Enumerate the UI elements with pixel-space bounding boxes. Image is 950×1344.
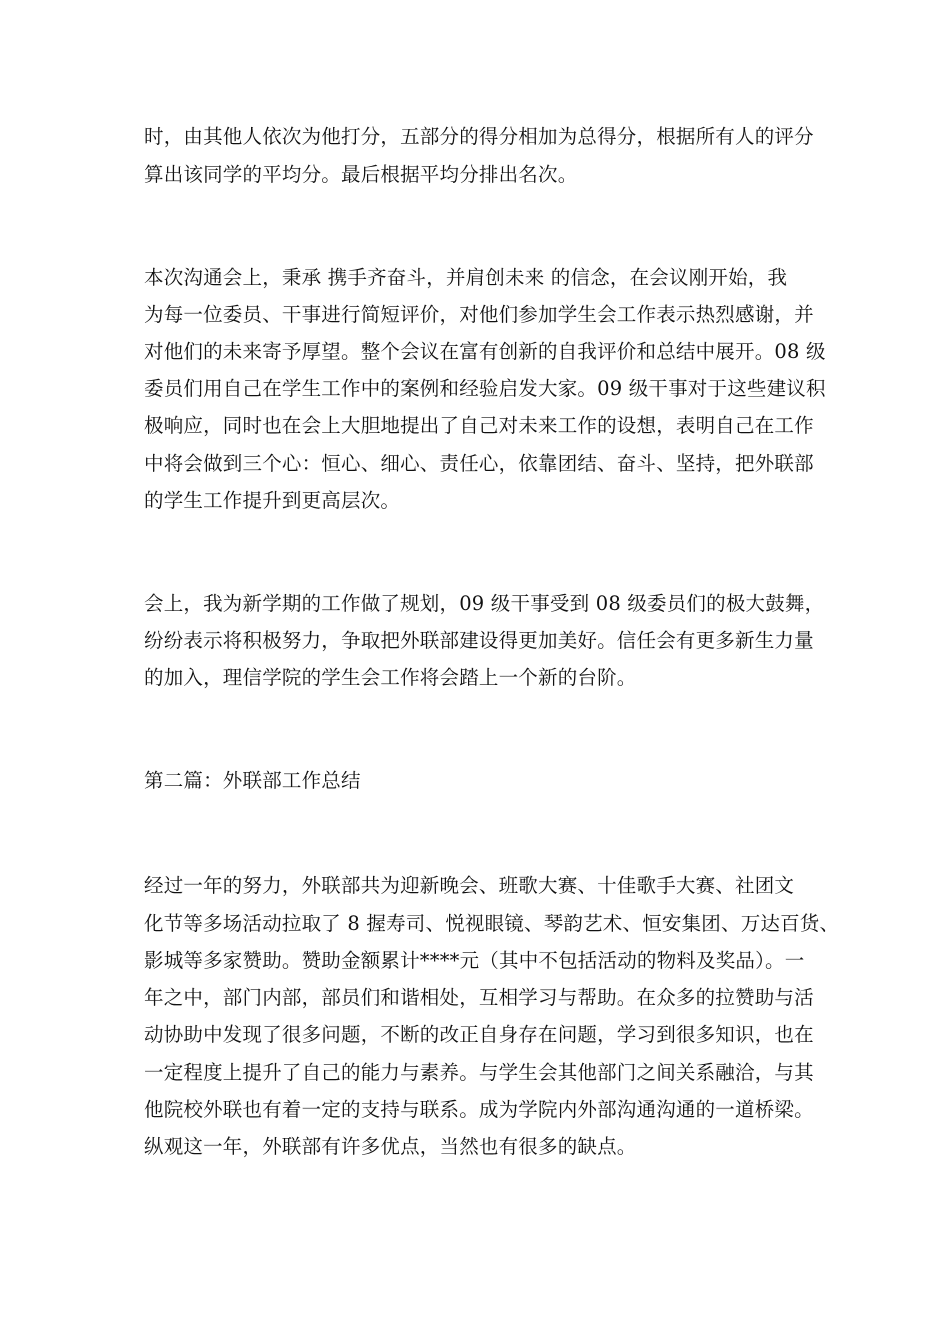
p2-line-1: 本次沟通会上，秉承 携手齐奋斗，并肩创未来 的信念，在会议刚开始，我 xyxy=(144,266,788,289)
p1-line-2: 算出该同学的平均分。最后根据平均分排出名次。 xyxy=(144,163,578,186)
p5-line-7: 他院校外联也有着一定的支持与联系。成为学院内外部沟通沟通的一道桥梁。 xyxy=(144,1098,814,1121)
p2-line-5: 极响应，同时也在会上大胆地提出了自己对未来工作的设想，表明自己在工作 xyxy=(144,414,814,437)
section-heading: 第二篇：外联部工作总结 xyxy=(144,769,361,792)
p2-line-2: 为每一位委员、干事进行简短评价，对他们参加学生会工作表示热烈感谢，并 xyxy=(144,303,814,326)
p2-line-7: 的学生工作提升到更高层次。 xyxy=(144,489,401,512)
p5-line-8: 纵观这一年，外联部有许多优点，当然也有很多的缺点。 xyxy=(144,1135,637,1158)
p5-line-1: 经过一年的努力，外联部共为迎新晚会、班歌大赛、十佳歌手大赛、社团文 xyxy=(144,874,795,897)
p5-line-4: 年之中，部门内部，部员们和谐相处，互相学习与帮助。在众多的拉赞助与活 xyxy=(144,986,814,1009)
p3-line-3: 的加入，理信学院的学生会工作将会踏上一个新的台阶。 xyxy=(144,666,637,689)
p3-line-2: 纷纷表示将积极努力，争取把外联部建设得更加美好。信任会有更多新生力量 xyxy=(144,629,814,652)
p3-line-1: 会上，我为新学期的工作做了规划，09 级干事受到 08 级委员们的极大鼓舞， xyxy=(144,592,825,615)
p5-line-5: 动协助中发现了很多问题，不断的改正自身存在问题，学习到很多知识，也在 xyxy=(144,1023,814,1046)
p1-line-1: 时，由其他人依次为他打分，五部分的得分相加为总得分，根据所有人的评分 xyxy=(144,125,814,148)
p2-line-6: 中将会做到三个心：恒心、细心、责任心，依靠团结、奋斗、坚持，把外联部 xyxy=(144,452,814,475)
p5-line-6: 一定程度上提升了自己的能力与素养。与学生会其他部门之间关系融洽，与其 xyxy=(144,1061,814,1084)
p5-line-2: 化节等多场活动拉取了 8 握寿司、悦视眼镜、琴韵艺术、恒安集团、万达百货、 xyxy=(144,912,840,935)
p5-line-3: 影城等多家赞助。赞助金额累计****元（其中不包括活动的物料及奖品）。一 xyxy=(144,949,805,972)
p2-line-4: 委员们用自己在学生工作中的案例和经验启发大家。09 级干事对于这些建议积 xyxy=(144,377,826,400)
p2-line-3: 对他们的未来寄予厚望。整个会议在富有创新的自我评价和总结中展开。08 级 xyxy=(144,340,826,363)
